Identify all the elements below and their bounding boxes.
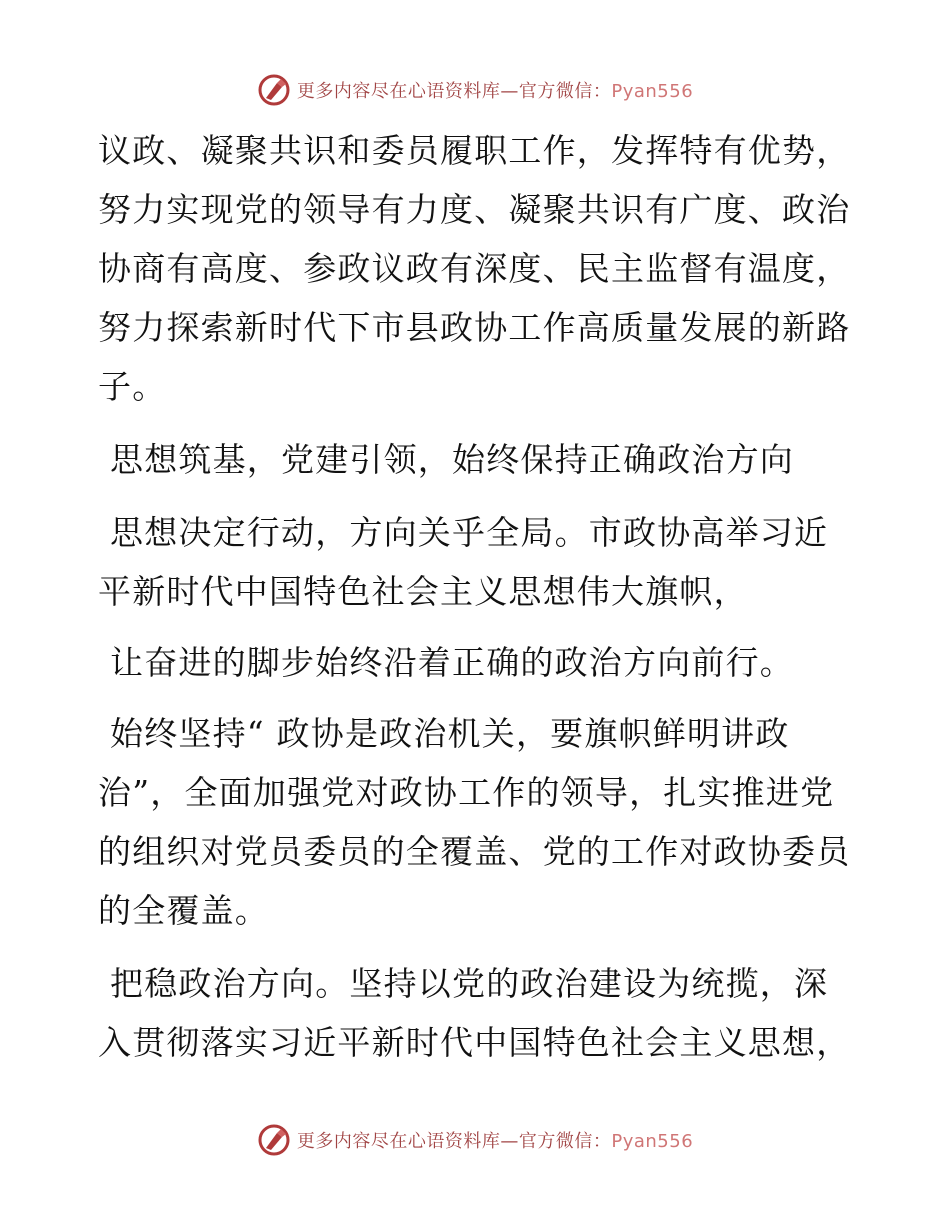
pen-nib-circle-icon — [257, 73, 291, 107]
document-body — [98, 121, 858, 1072]
paragraph-3: 让奋进的脚步始终沿着正确的政治方向前行。 — [110, 643, 794, 682]
header-watermark-banner — [0, 70, 950, 110]
paragraph-5: 把稳政治方向。坚持以党的政治建设为统揽，深入贯彻落实习近平新时代中国特色社会主义思想， — [98, 964, 851, 1062]
banner-text — [297, 1127, 693, 1153]
banner-text — [297, 77, 693, 103]
pen-nib-circle-icon — [257, 1123, 291, 1157]
banner-label: 更多内容尽在心语资料库—官方微信： — [296, 81, 612, 102]
paragraph-1: 议政、凝聚共识和委员履职工作，发挥特有优势，努力实现党的领导有力度、凝聚共识有广度、政治协商有高度、参政议政有深度、民主监督有温度，努力探索新时代下市县政协工作高质量发展的新路子。 — [98, 131, 851, 406]
paragraph-2: 思想决定行动，方向关乎全局。市政协高举习近平新时代中国特色社会主义思想伟大旗帜， — [98, 513, 829, 611]
banner-label: 更多内容尽在心语资料库—官方微信： — [296, 1131, 612, 1152]
footer-watermark-banner — [0, 1120, 950, 1160]
banner-handle: Pyan556 — [611, 81, 694, 102]
paragraph-4: 始终坚持“ 政协是政治机关，要旗帜鲜明讲政治”，全面加强党对政协工作的领导，扎实推进党的组织对党员委员的全覆盖、党的工作对政协委员的全覆盖。 — [98, 714, 851, 930]
banner-handle: Pyan556 — [611, 1131, 694, 1152]
section-heading: 思想筑基，党建引领，始终保持正确政治方向 — [110, 440, 794, 479]
